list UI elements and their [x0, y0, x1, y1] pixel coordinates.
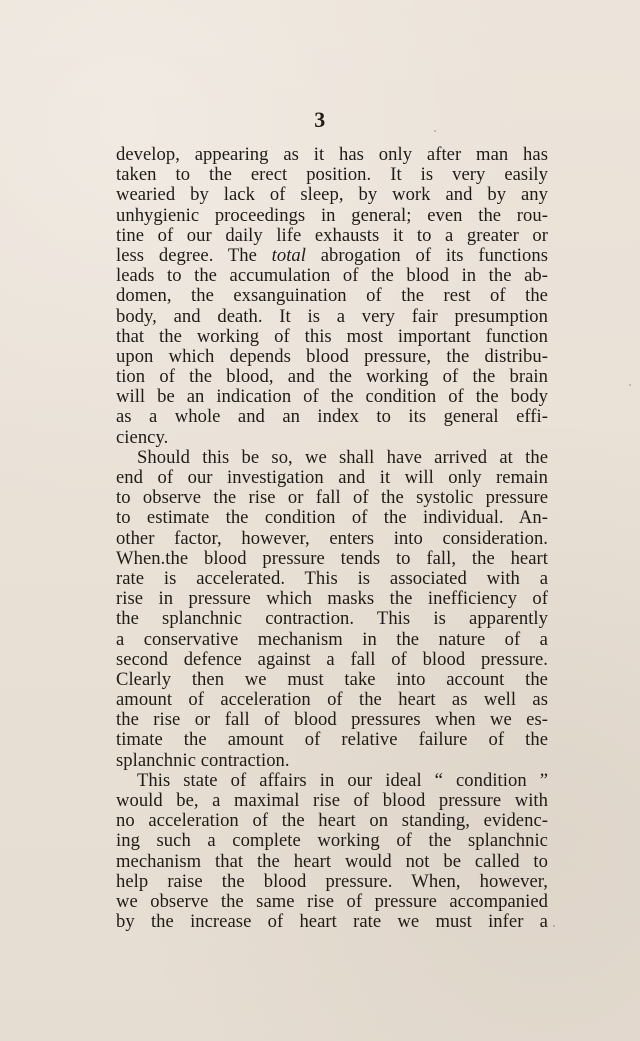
paper-speck [629, 384, 631, 386]
text-line: rate is accelerated. This is associated with a [116, 567, 548, 589]
paper-speck [553, 925, 555, 927]
text-line: a conservative mechanism in the nature of a [116, 628, 548, 650]
text-line: ing such a complete working of the splanchnic [116, 830, 548, 852]
text-line: would be, a maximal rise of blood pressure with [116, 790, 548, 811]
text-line: taken to the erect position. It is very easily [116, 164, 548, 186]
text-line: tion of the blood, and the working of the brain [116, 366, 548, 388]
text-line: body, and death. It is a very fair presumption [116, 305, 548, 327]
text-line: upon which depends blood pressure, the distribu- [116, 345, 548, 367]
text-line: develop, appearing as it has only after man has [116, 144, 548, 165]
paper-speck [434, 130, 436, 132]
text-line: Should this be so, we shall have arrived at the [137, 446, 548, 468]
text-line: other factor, however, enters into consideration. [116, 527, 548, 549]
text-line: tine of our daily life exhausts it to a greater or [116, 224, 548, 246]
text-line: help raise the blood pressure. When, however, [116, 870, 548, 892]
text-line: rise in pressure which masks the inefficiency of [116, 588, 548, 610]
text-line [116, 246, 548, 266]
text-line: that the working of this most important function [116, 325, 548, 347]
text-line: When.the blood pressure tends to fall, the heart [116, 547, 548, 569]
text-line: by the increase of heart rate we must infer a [116, 911, 548, 933]
text-line: timate the amount of relative failure of the [116, 729, 548, 751]
text-line: mechanism that the heart would not be called to [116, 850, 548, 872]
text-line: no acceleration of the heart on standing, evidenc- [116, 810, 548, 832]
text-line: will be an indication of the condition of the body [116, 386, 548, 408]
text-line: leads to the accumulation of the blood in the ab- [116, 265, 548, 287]
body-text [116, 145, 548, 932]
text-line: unhygienic proceedings in general; even the rou- [116, 204, 548, 226]
text-line: to estimate the condition of the individual. An- [116, 507, 548, 529]
text-line: wearied by lack of sleep, by work and by any [116, 184, 548, 206]
italic-word: total [271, 244, 306, 266]
page-number: 3 [314, 107, 326, 132]
text-line: to observe the rise or fall of the systolic pressure [116, 487, 548, 509]
text-line: the rise or fall of blood pressures when we es- [116, 709, 548, 731]
text-segment: less degree. The [116, 244, 272, 266]
text-line: domen, the exsanguination of the rest of the [116, 285, 548, 307]
text-line: splanchnic contraction. [116, 749, 290, 771]
text-line: amount of acceleration of the heart as well as [116, 689, 548, 711]
text-line: we observe the same rise of pressure accompanied [116, 890, 548, 912]
text-line: end of our investigation and it will only remain [116, 467, 548, 488]
text-line: as a whole and an index to its general effi- [116, 406, 548, 428]
text-line: ciency. [116, 426, 169, 448]
text-line: the splanchnic contraction. This is apparently [116, 608, 548, 630]
text-line: second defence against a fall of blood pressure. [116, 648, 548, 670]
text-segment: abrogation of its functions [305, 244, 548, 266]
text-line: Clearly then we must take into account the [116, 668, 548, 690]
text-line: This state of affairs in our ideal “ condition ” [137, 769, 548, 791]
